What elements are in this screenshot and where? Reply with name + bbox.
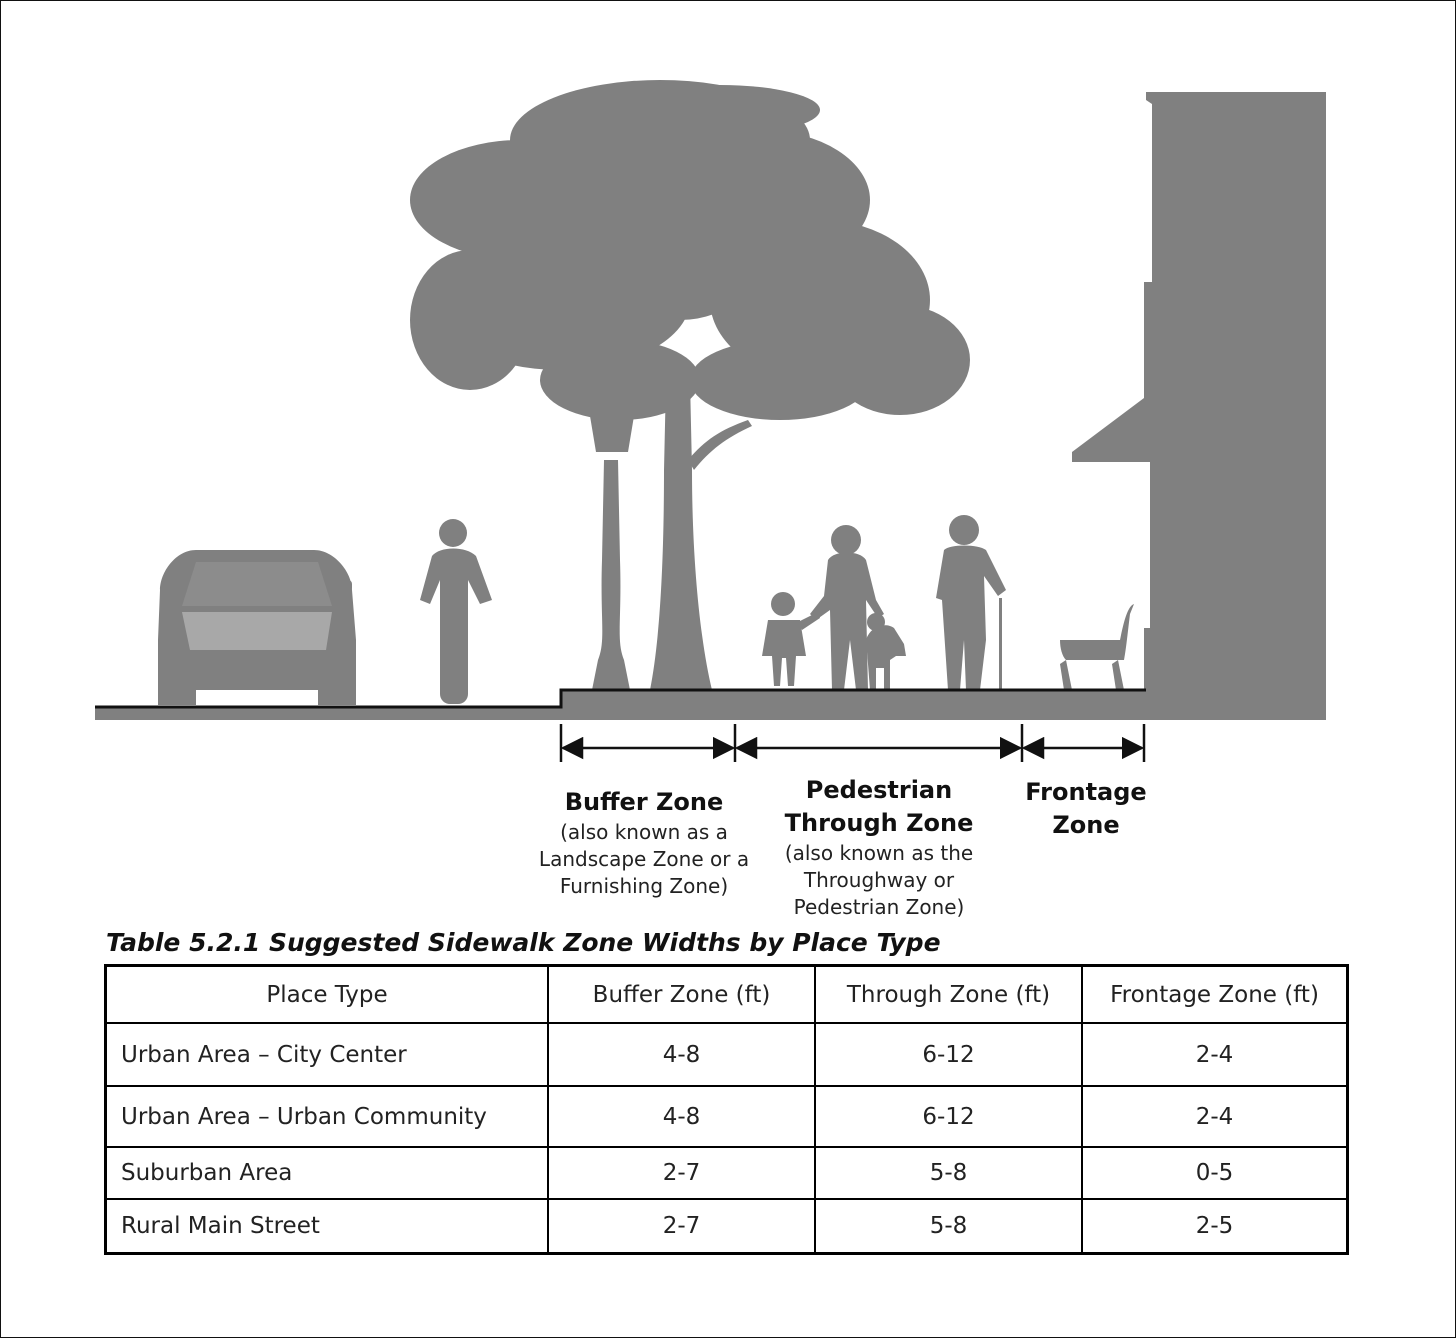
- cell-frontage: 2-4: [1082, 1023, 1348, 1086]
- buffer-zone-title: Buffer Zone: [564, 788, 724, 816]
- frontage-zone-label: [1006, 776, 1166, 842]
- cell-place: Rural Main Street: [106, 1199, 549, 1253]
- building-silhouette: [1144, 92, 1326, 720]
- table-title: Table 5.2.1 Suggested Sidewalk Zone Widths by Place Type: [106, 928, 941, 957]
- pedestrian-zone-subtitle: (also known as the Throughway or Pedestrian Zone): [784, 841, 974, 919]
- cell-place: Suburban Area: [106, 1147, 549, 1199]
- table-row: [106, 1147, 1348, 1199]
- cyclist-silhouette: [420, 519, 492, 704]
- awning-silhouette: [1072, 398, 1150, 462]
- pedestrian-zone-title: Pedestrian Through Zone: [784, 776, 974, 837]
- cell-frontage: 2-5: [1082, 1199, 1348, 1253]
- cell-buffer: 2-7: [548, 1199, 815, 1253]
- cell-buffer: 4-8: [548, 1023, 815, 1086]
- table-row: [106, 1023, 1348, 1086]
- lamp-post-silhouette: [588, 378, 636, 690]
- man-silhouette: [936, 515, 1006, 690]
- table-header-row: [106, 966, 1348, 1024]
- sidewalk-zone-table: [104, 964, 1349, 1255]
- buffer-zone-subtitle: (also known as a Landscape Zone or a Furnishing Zone): [538, 820, 750, 898]
- buffer-zone-label: [520, 786, 768, 900]
- cell-place: Urban Area – Urban Community: [106, 1086, 549, 1147]
- header-place-type: Place Type: [106, 966, 549, 1024]
- table-row: [106, 1086, 1348, 1147]
- child-silhouette: [762, 592, 820, 686]
- cell-through: 6-12: [815, 1086, 1082, 1147]
- table-row: [106, 1199, 1348, 1253]
- cell-buffer: 2-7: [548, 1147, 815, 1199]
- header-buffer-zone: Buffer Zone (ft): [548, 966, 815, 1024]
- cell-through: 5-8: [815, 1199, 1082, 1253]
- pedestrian-zone-label: [756, 774, 1002, 921]
- cell-place: Urban Area – City Center: [106, 1023, 549, 1086]
- dog-silhouette: [866, 613, 906, 690]
- tree-silhouette: [410, 80, 970, 690]
- bench-silhouette: [1060, 604, 1134, 690]
- cell-through: 6-12: [815, 1023, 1082, 1086]
- header-through-zone: Through Zone (ft): [815, 966, 1082, 1024]
- frontage-zone-title: Frontage Zone: [1025, 778, 1147, 839]
- header-frontage-zone: Frontage Zone (ft): [1082, 966, 1348, 1024]
- cell-frontage: 2-4: [1082, 1086, 1348, 1147]
- cell-through: 5-8: [815, 1147, 1082, 1199]
- cell-buffer: 4-8: [548, 1086, 815, 1147]
- cell-frontage: 0-5: [1082, 1147, 1348, 1199]
